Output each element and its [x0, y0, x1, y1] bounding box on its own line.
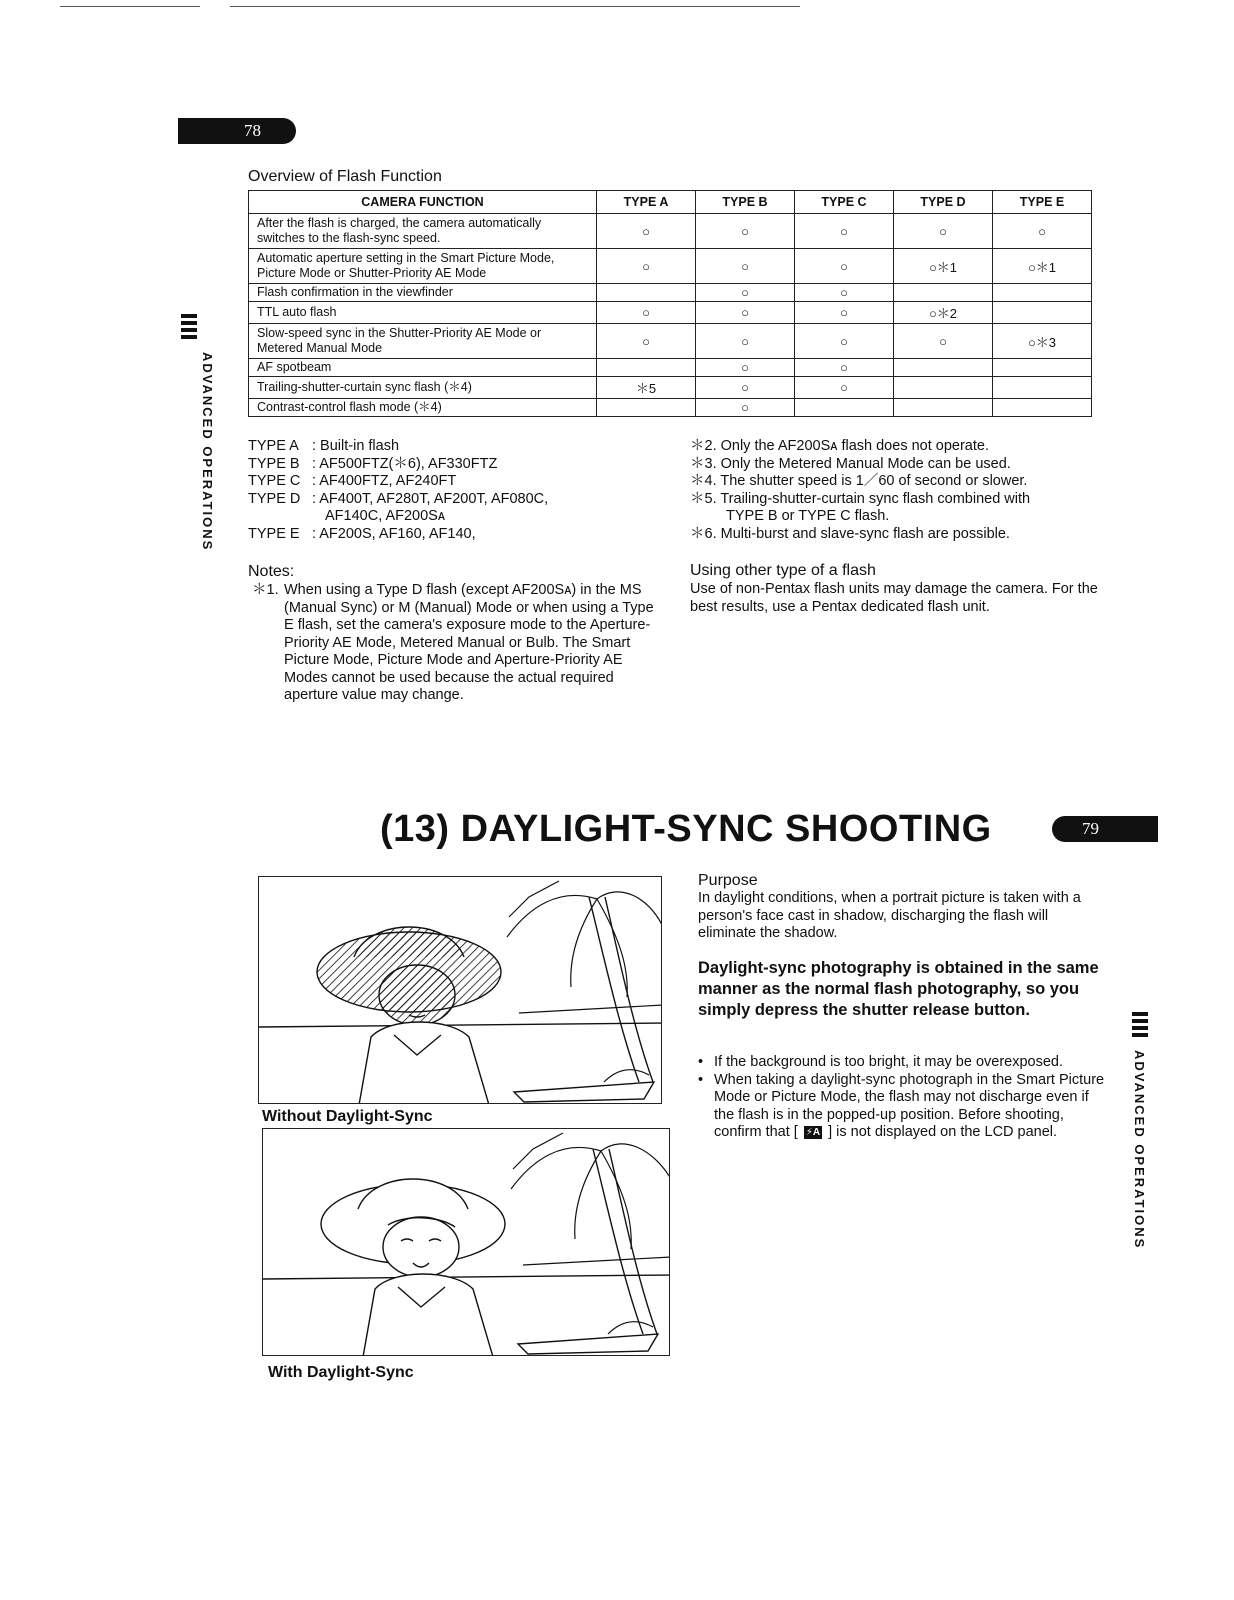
type-c-cell: ○	[795, 359, 894, 377]
list-item	[248, 491, 548, 509]
function-cell: Flash confirmation in the viewfinder	[249, 284, 597, 302]
flash-auto-icon: ⚡A	[805, 1127, 821, 1138]
illustration-without-daylight-sync	[258, 876, 662, 1104]
type-a-cell: ○	[597, 324, 696, 359]
type-key: TYPE D	[248, 490, 301, 507]
page-number: 78	[244, 121, 261, 140]
bullet-text: ] is not displayed on the LCD panel.	[828, 1124, 1058, 1140]
function-cell: Automatic aperture setting in the Smart Picture Mode, Picture Mode or Shutter-Priority AE Mode	[249, 249, 597, 284]
type-e-cell	[993, 359, 1092, 377]
type-value: : AF200S, AF160, AF140,	[312, 525, 476, 542]
type-b-cell: ○	[696, 324, 795, 359]
section-title: (13) DAYLIGHT-SYNC SHOOTING	[380, 808, 992, 850]
function-cell: AF spotbeam	[249, 359, 597, 377]
bullet-icon: •	[698, 1054, 704, 1070]
notes-bullet-list	[698, 1054, 1106, 1142]
type-a-cell	[597, 359, 696, 377]
type-c-cell: ○	[795, 302, 894, 324]
list-item	[248, 508, 548, 526]
footnote: ＊2. Only the AF200Sᴀ flash does not operate.	[690, 438, 989, 454]
column-header: TYPE C	[795, 191, 894, 214]
bullet-text: If the background is too bright, it may be overexposed.	[714, 1054, 1064, 1070]
purpose-text: In daylight conditions, when a portrait picture is taken with a person's face cast in shadow, discharging the flash will eliminate the shadow.	[698, 890, 1081, 941]
type-b-cell: ○	[696, 399, 795, 417]
type-d-cell: ○＊2	[894, 302, 993, 324]
type-c-cell: ○	[795, 377, 894, 399]
list-item	[248, 456, 548, 474]
illustration-with-daylight-sync	[262, 1128, 670, 1356]
type-e-cell: ○＊3	[993, 324, 1092, 359]
type-key: TYPE C	[248, 473, 301, 489]
table-title: Overview of Flash Function	[248, 168, 442, 185]
type-d-cell	[894, 399, 993, 417]
table-row	[249, 302, 1092, 324]
type-a-cell: ○	[597, 302, 696, 324]
table-row	[249, 399, 1092, 417]
table-row	[249, 214, 1092, 249]
type-e-cell: ○	[993, 214, 1092, 249]
type-e-cell	[993, 377, 1092, 399]
type-key: TYPE E	[248, 525, 300, 542]
function-cell: After the flash is charged, the camera automatically switches to the flash-sync speed.	[249, 214, 597, 249]
function-cell: Slow-speed sync in the Shutter-Priority AE Mode or Metered Manual Mode	[249, 324, 597, 359]
daylight-sync-instruction: Daylight-sync photography is obtained in the same manner as the normal flash photography, so you simply depress the shutter release button.	[698, 959, 1099, 1019]
list-item	[248, 473, 548, 491]
type-c-cell	[795, 399, 894, 417]
notes-heading: Notes:	[248, 563, 295, 580]
section-marker-icon	[1132, 1012, 1148, 1040]
type-d-cell: ○	[894, 324, 993, 359]
type-value: : AF500FTZ(＊6), AF330FTZ	[312, 455, 498, 472]
function-cell: TTL auto flash	[249, 302, 597, 324]
caption-without-daylight-sync: Without Daylight-Sync	[262, 1108, 433, 1125]
table-row	[249, 324, 1092, 359]
type-d-cell: ○	[894, 214, 993, 249]
column-header: TYPE E	[993, 191, 1092, 214]
type-e-cell	[993, 284, 1092, 302]
flash-function-table	[248, 190, 1092, 417]
footnote: TYPE B or TYPE C flash.	[726, 508, 890, 524]
type-b-cell: ○	[696, 302, 795, 324]
table-row	[249, 249, 1092, 284]
side-label: ADVANCED OPERATIONS	[200, 352, 215, 552]
type-d-cell	[894, 359, 993, 377]
page-number: 79	[1082, 819, 1099, 838]
type-b-cell: ○	[696, 249, 795, 284]
footnote: ＊5. Trailing-shutter-curtain sync flash combined with	[690, 490, 1031, 507]
type-b-cell: ○	[696, 377, 795, 399]
type-key: TYPE B	[248, 455, 300, 472]
other-flash-text: Use of non-Pentax flash units may damage the camera. For the best results, use a Pentax dedicated flash unit.	[690, 581, 1098, 615]
note-text: When using a Type D flash (except AF200Sᴀ) in the MS (Manual Sync) or M (Manual) Mode or when using a Type E flash, set the camera's exposure mode to the Aperture-Priority AE Mode, Metered Manual or Bulb. The Smart Picture Mode, Picture Mode and Aperture-Priority AE Modes cannot be used because the actual required aperture value may change.	[284, 582, 654, 703]
type-c-cell: ○	[795, 249, 894, 284]
type-a-cell: ＊5	[597, 377, 696, 399]
type-d-cell	[894, 284, 993, 302]
type-value: : AF400FTZ, AF240FT	[312, 473, 457, 489]
list-item	[698, 1072, 1106, 1142]
flash-type-list	[248, 438, 548, 543]
function-cell: Contrast-control flash mode (＊4)	[249, 399, 597, 417]
notes-body	[252, 582, 654, 705]
column-header: TYPE D	[894, 191, 993, 214]
footnote: ＊6. Multi-burst and slave-sync flash are possible.	[690, 525, 1010, 542]
type-c-cell: ○	[795, 214, 894, 249]
bullet-text: When taking a daylight-sync photograph in the Smart Picture Mode or Picture Mode, the flash may not discharge even if the flash is in the popped-up position. Before shooting, confirm that [	[714, 1071, 1105, 1140]
table-header-row	[249, 191, 1092, 214]
scan-line	[60, 6, 200, 7]
type-e-cell	[993, 399, 1092, 417]
type-c-cell: ○	[795, 324, 894, 359]
type-e-cell: ○＊1	[993, 249, 1092, 284]
table-row	[249, 284, 1092, 302]
page-number-tab	[1052, 816, 1158, 842]
column-header: CAMERA FUNCTION	[249, 191, 597, 214]
note-marker: ＊1.	[252, 582, 279, 598]
bullet-icon: •	[698, 1071, 704, 1088]
type-b-cell: ○	[696, 359, 795, 377]
type-b-cell: ○	[696, 214, 795, 249]
column-header: TYPE A	[597, 191, 696, 214]
footnote: ＊4. The shutter speed is 1／60 of second or slower.	[690, 473, 1028, 489]
purpose-heading: Purpose	[698, 872, 758, 889]
type-c-cell: ○	[795, 284, 894, 302]
type-a-cell	[597, 399, 696, 417]
footnote: ＊3. Only the Metered Manual Mode can be used.	[690, 455, 1011, 472]
type-d-cell: ○＊1	[894, 249, 993, 284]
type-a-cell: ○	[597, 249, 696, 284]
function-cell: Trailing-shutter-curtain sync flash (＊4)	[249, 377, 597, 399]
scan-line	[230, 6, 800, 7]
side-label: ADVANCED OPERATIONS	[1132, 1050, 1147, 1250]
table-row	[249, 359, 1092, 377]
type-a-cell: ○	[597, 214, 696, 249]
type-value: AF140C, AF200Sᴀ	[325, 508, 446, 524]
other-flash-heading: Using other type of a flash	[690, 562, 876, 579]
table-row	[249, 377, 1092, 399]
column-header: TYPE B	[696, 191, 795, 214]
list-item	[248, 526, 548, 544]
type-d-cell	[894, 377, 993, 399]
list-item	[698, 1054, 1106, 1072]
section-marker-icon	[181, 314, 197, 342]
caption-with-daylight-sync: With Daylight-Sync	[268, 1364, 414, 1381]
type-b-cell: ○	[696, 284, 795, 302]
list-item	[248, 438, 548, 456]
type-e-cell	[993, 302, 1092, 324]
type-value: : AF400T, AF280T, AF200T, AF080C,	[312, 490, 549, 507]
page-number-tab	[178, 118, 296, 144]
type-a-cell	[597, 284, 696, 302]
footnote-list	[690, 438, 1100, 543]
type-value: : Built-in flash	[312, 438, 400, 454]
type-key: TYPE A	[248, 438, 299, 454]
